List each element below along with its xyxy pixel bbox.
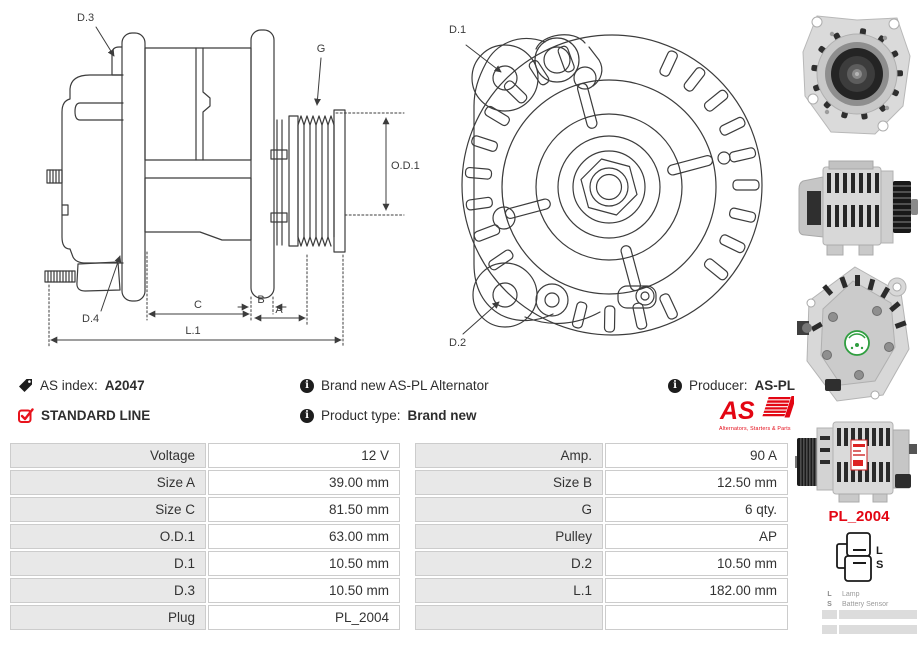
as-index-row	[18, 377, 145, 394]
legend-key: L	[827, 591, 832, 598]
spec-value: 10.50 mm	[605, 551, 788, 576]
spec-value: AP	[605, 524, 788, 549]
legend-label: Lamp	[842, 591, 860, 598]
legend-label	[839, 625, 917, 634]
info-icon	[668, 379, 682, 393]
spec-value: 182.00 mm	[605, 578, 788, 603]
spec-label: L.1	[415, 578, 603, 603]
spec-label: Amp.	[415, 443, 603, 468]
plug-legend	[822, 590, 917, 635]
alternator-front-photo[interactable]	[797, 4, 917, 144]
spec-table-right	[415, 443, 788, 630]
dim-label-c: C	[194, 299, 202, 311]
spec-value: 90 A	[605, 443, 788, 468]
dim-label-a: A	[275, 304, 283, 316]
spec-label: Pulley	[415, 524, 603, 549]
spec-value: 12 V	[208, 443, 400, 468]
side-view-drawing	[45, 12, 420, 346]
spec-value: 12.50 mm	[605, 470, 788, 495]
producer-row	[668, 377, 795, 394]
spec-table-left	[10, 443, 400, 630]
legend-row-empty	[822, 625, 917, 634]
standard-line-text: STANDARD LINE	[41, 408, 151, 423]
spec-value: PL_2004	[208, 605, 400, 630]
legend-key: S	[827, 601, 832, 608]
spec-label: Size A	[10, 470, 206, 495]
dim-label-l1: L.1	[185, 325, 201, 337]
technical-drawings	[0, 0, 790, 370]
spec-value: 81.50 mm	[208, 497, 400, 522]
standard-line-row	[18, 407, 150, 424]
spec-label: Size B	[415, 470, 603, 495]
producer-label: Producer:	[689, 378, 748, 393]
spec-label: D.2	[415, 551, 603, 576]
dim-label-d2: D.2	[449, 337, 467, 349]
spec-label: D.3	[10, 578, 206, 603]
info-icon	[300, 409, 314, 423]
front-view-drawing	[449, 24, 762, 349]
spec-label: O.D.1	[10, 524, 206, 549]
spec-value: 10.50 mm	[208, 578, 400, 603]
legend-label: Battery Sensor	[842, 601, 889, 608]
logo-tagline: Alternators, Starters & Parts	[719, 426, 791, 432]
as-index-label: AS index:	[40, 378, 98, 393]
spec-label: G	[415, 497, 603, 522]
alternator-side-pulley-right-photo[interactable]	[793, 147, 919, 259]
dim-label-d4: D.4	[82, 313, 100, 325]
dim-label-g: G	[316, 43, 326, 55]
producer-value: AS-PL	[754, 378, 796, 393]
spec-label: Plug	[10, 605, 206, 630]
legend-row-empty	[822, 610, 917, 619]
legend-label	[839, 610, 917, 619]
plug-type-title: PL_2004	[828, 508, 890, 525]
product-type-row	[300, 407, 477, 424]
alternator-rear-photo[interactable]	[797, 263, 917, 407]
spec-label: Size C	[10, 497, 206, 522]
brand-new-row	[300, 377, 489, 394]
spec-value: 39.00 mm	[208, 470, 400, 495]
dim-label-d1: D.1	[449, 24, 467, 36]
dim-label-d3: D.3	[77, 12, 95, 24]
product-type-label: Product type:	[321, 408, 401, 423]
info-icon	[300, 379, 314, 393]
checkbox-checked-icon	[18, 408, 34, 423]
legend-key	[822, 625, 837, 634]
brand-new-text: Brand new AS-PL Alternator	[321, 378, 489, 393]
spec-value	[605, 605, 788, 630]
plug-drawing	[836, 531, 888, 585]
legend-key	[822, 610, 837, 619]
spec-value: 63.00 mm	[208, 524, 400, 549]
legend-row	[822, 600, 917, 609]
dim-label-od1: O.D.1	[391, 160, 420, 172]
spec-label: Voltage	[10, 443, 206, 468]
plug-pin-s: S	[876, 559, 884, 571]
product-type-value: Brand new	[407, 408, 477, 423]
spec-value: 10.50 mm	[208, 551, 400, 576]
spec-label	[415, 605, 603, 630]
legend-row	[822, 590, 917, 599]
as-pl-logo	[718, 396, 794, 434]
plug-pin-l: L	[876, 545, 883, 557]
spec-label: D.1	[10, 551, 206, 576]
as-index-value: A2047	[104, 378, 145, 393]
spec-value: 6 qty.	[605, 497, 788, 522]
dim-label-b: B	[257, 294, 265, 306]
tag-icon	[18, 378, 33, 393]
alternator-side-pulley-left-photo[interactable]	[795, 414, 917, 504]
logo-text: AS	[720, 397, 755, 425]
